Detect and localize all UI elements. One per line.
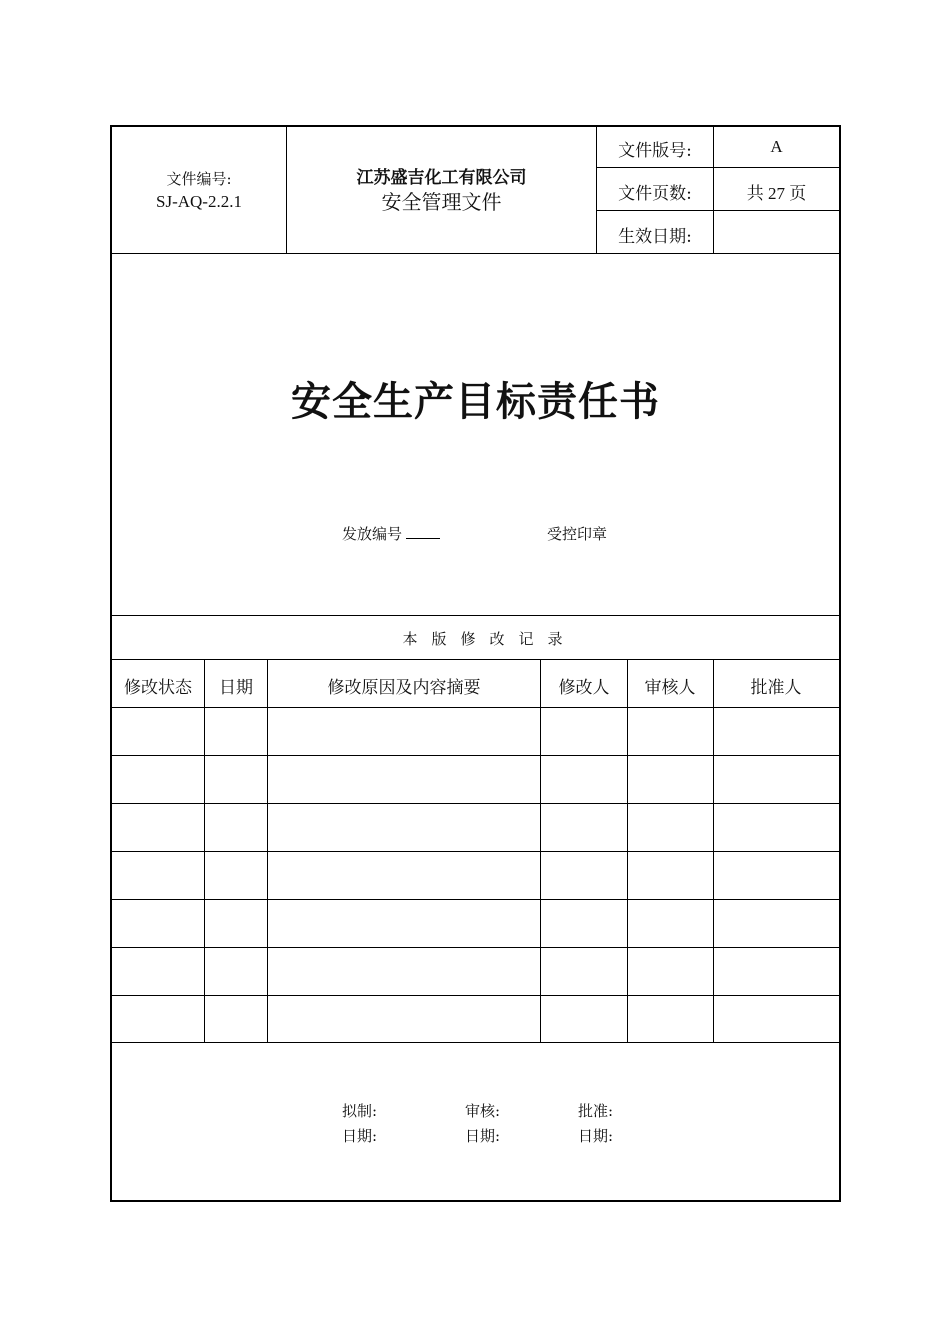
document-type: 安全管理文件: [381, 190, 502, 214]
page-title: 安全生产目标责任书: [291, 379, 660, 425]
controlled-stamp-label: 受控印章: [547, 525, 608, 543]
table-row-line: [110, 803, 841, 804]
col-header-date: 日期: [219, 678, 253, 698]
table-row-line: [110, 947, 841, 948]
table-col-line: [204, 659, 205, 1042]
doc-number-label: 文件编号:: [166, 170, 232, 188]
meta-row-divider-1: [596, 167, 841, 168]
header-divider: [110, 253, 841, 254]
reviewed-by-label: 审核:: [465, 1102, 501, 1120]
issue-number-blank: [406, 525, 440, 539]
revision-header-top: [110, 659, 841, 660]
issue-number: [342, 523, 440, 544]
drafted-by-label: 拟制:: [342, 1102, 378, 1120]
table-col-line: [627, 659, 628, 1042]
table-col-line: [267, 659, 268, 1042]
col-header-approver: 批准人: [750, 678, 802, 698]
approved-by-label: 批准:: [578, 1102, 614, 1120]
table-bottom-line: [110, 1042, 841, 1043]
company-name: 江苏盛吉化工有限公司: [356, 168, 527, 188]
col-header-modifier: 修改人: [558, 678, 610, 698]
version-label: 文件版号:: [618, 141, 692, 161]
effective-date-label: 生效日期:: [618, 227, 692, 247]
revision-top-line: [110, 615, 841, 616]
table-row-line: [110, 755, 841, 756]
revision-record-title: 本版修改记录: [402, 630, 577, 648]
document-frame: [110, 125, 841, 1202]
reviewed-date-label: 日期:: [465, 1127, 501, 1145]
issue-number-label: 发放编号: [342, 525, 403, 543]
col-header-reviewer: 审核人: [644, 678, 696, 698]
table-row-line: [110, 707, 841, 708]
doc-number-value: SJ-AQ-2.2.1: [156, 192, 242, 211]
col-header-status: 修改状态: [124, 678, 192, 698]
table-row-line: [110, 899, 841, 900]
table-col-line: [713, 659, 714, 1042]
table-row-line: [110, 851, 841, 852]
page-count-value: 共 27 页: [746, 184, 807, 203]
meta-row-divider-2: [596, 210, 841, 211]
drafted-date-label: 日期:: [342, 1127, 378, 1145]
table-col-line: [540, 659, 541, 1042]
version-value: A: [770, 137, 783, 156]
col-header-summary: 修改原因及内容摘要: [327, 678, 481, 698]
table-row-line: [110, 995, 841, 996]
approved-date-label: 日期:: [578, 1127, 614, 1145]
page-count-label: 文件页数:: [618, 184, 692, 204]
